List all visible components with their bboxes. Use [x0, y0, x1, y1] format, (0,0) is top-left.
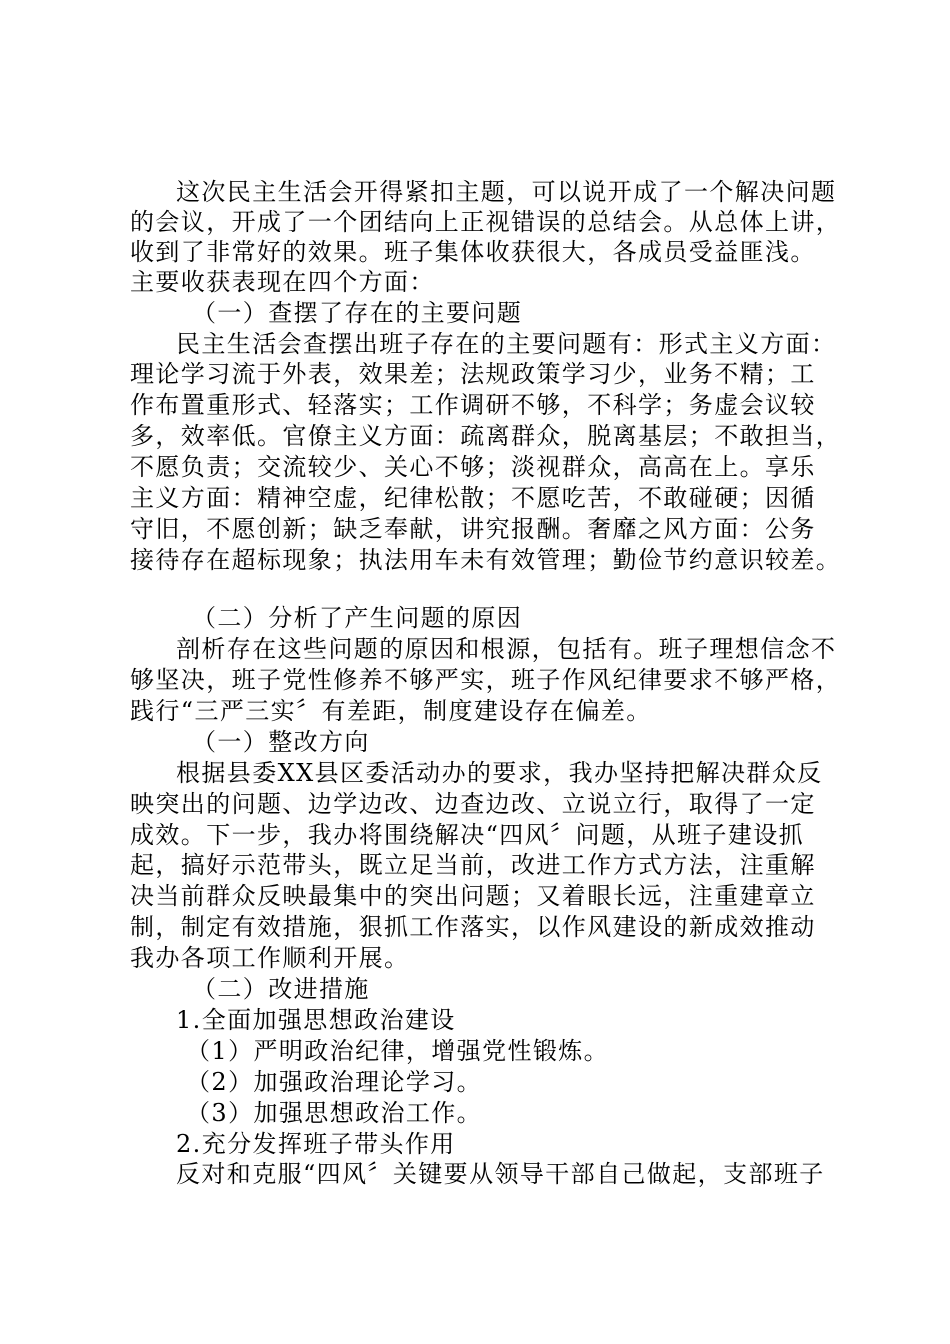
- list-item-3: （3）加强思想政治工作。: [186, 1099, 483, 1127]
- paragraph-3-line-2: 够坚决，班子党性修养不够严实，班子作风纪律要求不够严格，: [130, 666, 842, 694]
- paragraph-4-line-2: 映突出的问题、边学边改、边查边改、立说立行，取得了一定: [130, 790, 816, 818]
- paragraph-5-line-1: 反对和克服“四风〞关键要从领导干部自己做起，支部班子: [176, 1160, 825, 1188]
- paragraph-1-line-4: 主要收获表现在四个方面：: [130, 268, 435, 296]
- paragraph-2-line-4: 多，效率低。官僚主义方面：疏离群众，脱离基层；不敢担当，: [130, 422, 842, 450]
- section-heading-1: （一）查摆了存在的主要问题: [192, 299, 523, 327]
- paragraph-2-line-6: 主义方面：精神空虚，纪律松散；不愿吃苦，不敢碰硬；因循: [130, 484, 816, 512]
- paragraph-4-line-1: 根据县委XX县区委活动办的要求，我办坚持把解决群众反: [176, 759, 823, 787]
- paragraph-2-line-5: 不愿负责；交流较少、关心不够；淡视群众，高高在上。享乐: [130, 453, 816, 481]
- paragraph-1-line-2: 的会议，开成了一个团结向上正视错误的总结会。从总体上讲，: [130, 208, 842, 236]
- paragraph-2-line-1: 民主生活会查摆出班子存在的主要问题有：形式主义方面：: [176, 330, 837, 358]
- list-item-2: （2）加强政治理论学习。: [186, 1068, 483, 1096]
- paragraph-1-line-1: 这次民主生活会开得紧扣主题，可以说开成了一个解决问题: [176, 178, 837, 206]
- paragraph-2-line-2: 理论学习流于外表，效果差；法规政策学习少，业务不精；工: [130, 360, 816, 388]
- paragraph-4-line-6: 制，制定有效措施，狠抓工作落实，以作风建设的新成效推动: [130, 913, 816, 941]
- paragraph-4-line-5: 决当前群众反映最集中的突出问题；又着眼长远，注重建章立: [130, 882, 816, 910]
- paragraph-4-line-3: 成效。下一步，我办将围绕解决“四风〞问题，从班子建设抓: [130, 821, 805, 849]
- paragraph-3-line-3: 践行“三严三实〞有差距，制度建设存在偏差。: [130, 697, 652, 725]
- paragraph-2-line-7: 守旧，不愿创新；缺乏奉献，讲究报酬。奢靡之风方面：公务: [130, 515, 816, 543]
- subheading-1: 1.全面加强思想政治建设: [176, 1006, 456, 1034]
- paragraph-2-line-8: 接待存在超标现象；执法用车未有效管理；勤俭节约意识较差。: [130, 546, 842, 574]
- section-heading-4: （二）改进措施: [192, 975, 370, 1003]
- paragraph-4-line-7: 我办各项工作顺利开展。: [130, 944, 410, 972]
- section-heading-3: （一）整改方向: [192, 728, 370, 756]
- paragraph-4-line-4: 起，搞好示范带头，既立足当前，改进工作方式方法，注重解: [130, 851, 816, 879]
- list-item-1: （1）严明政治纪律，增强党性锻炼。: [186, 1037, 610, 1065]
- subheading-2: 2.充分发挥班子带头作用: [176, 1130, 456, 1158]
- paragraph-1-line-3: 收到了非常好的效果。班子集体收获很大，各成员受益匪浅。: [130, 238, 816, 266]
- paragraph-3-line-1: 剖析存在这些问题的原因和根源，包括有。班子理想信念不: [176, 635, 837, 663]
- section-heading-2: （二）分析了产生问题的原因: [192, 604, 523, 632]
- paragraph-2-line-3: 作布置重形式、轻落实；工作调研不够，不科学；务虚会议较: [130, 391, 816, 419]
